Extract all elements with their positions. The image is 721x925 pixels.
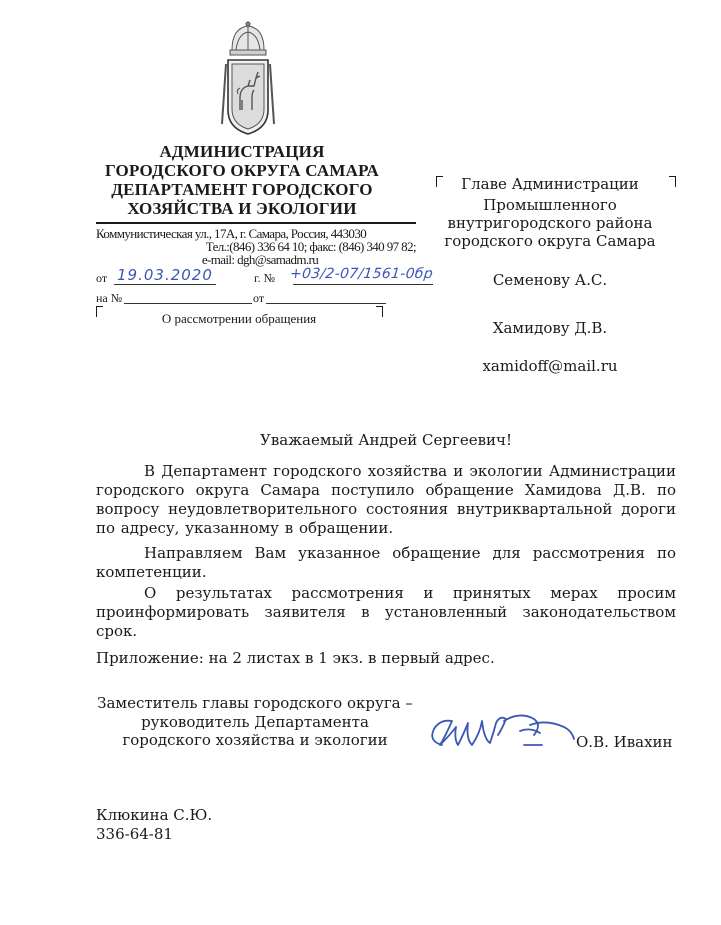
org-title-line: ГОРОДСКОГО ОКРУГА САМАРА [104, 161, 380, 180]
subject-bracket-right [376, 306, 383, 317]
signatory-position: городского хозяйства и экологии [122, 731, 388, 749]
date-underline [114, 284, 216, 285]
addressee-bracket-right [669, 176, 676, 187]
addressee-line: Промышленного [483, 196, 617, 214]
subject-bracket-left [96, 306, 103, 317]
letterhead-divider [96, 222, 416, 224]
executor-name: Клюкина С.Ю. [96, 806, 213, 824]
addressee-line: городского округа Самара [444, 232, 656, 250]
signatory-position: руководитель Департамента [141, 713, 369, 731]
number-handwritten: +03/2-07/1561-0бр [289, 266, 434, 282]
body-paragraph: В Департамент городского хозяйства и экологии Администрации городского округа Самара поступило обращение Хамидова Д.В. по вопросу неудовлетворительного состояния внутриквартальной дороги по адресу, указанному в обращении. [96, 462, 676, 537]
addressee-line: внутригородского района [447, 214, 653, 232]
recipient-copy-name: Хамидову Д.В. [492, 319, 608, 337]
number-underline [293, 284, 433, 285]
reply-number-label: на № [96, 291, 123, 305]
addressee-name: Семенову А.С. [492, 271, 608, 289]
reply-date-underline [266, 303, 386, 304]
contact-address: Коммунистическая ул., 17А, г. Самара, Россия, 443030 [96, 226, 367, 241]
addressee-line: Главе Администрации [461, 175, 639, 193]
appendix-note: Приложение: на 2 листах в 1 экз. в первый адрес. [96, 649, 495, 667]
body-paragraph: О результатах рассмотрения и принятых мерах просим проинформировать заявителя в установленный законодательством срок. [96, 584, 676, 640]
org-title-line: АДМИНИСТРАЦИЯ [159, 142, 325, 161]
executor-phone: 336-64-81 [96, 825, 173, 843]
org-title-line: ХОЗЯЙСТВА И ЭКОЛОГИИ [127, 199, 357, 218]
recipient-email: xamidoff@mail.ru [482, 357, 618, 375]
signatory-position: Заместитель главы городского округа – [97, 694, 413, 712]
signatory-name: О.В. Ивахин [576, 733, 673, 751]
body-paragraph: Направляем Вам указанное обращение для рассмотрения по компетенции. [96, 544, 676, 581]
letter-subject: О рассмотрении обращения [161, 311, 317, 326]
contact-email: e-mail: dgh@samadm.ru [201, 252, 319, 267]
org-title-line: ДЕПАРТАМЕНТ ГОРОДСКОГО [111, 180, 373, 199]
contact-phone: Тел.:(846) 336 64 10; факс: (846) 340 97 82; [205, 239, 416, 254]
coat-of-arms-icon [218, 20, 278, 142]
date-label: от [96, 271, 108, 285]
reply-number-underline [124, 303, 252, 304]
number-label: г. № [254, 271, 276, 285]
reply-date-label: от [253, 291, 265, 305]
greeting: Уважаемый Андрей Сергеевич! [259, 431, 512, 449]
handwritten-signature-icon [424, 705, 584, 767]
date-handwritten: 19.03.2020 [117, 266, 213, 284]
